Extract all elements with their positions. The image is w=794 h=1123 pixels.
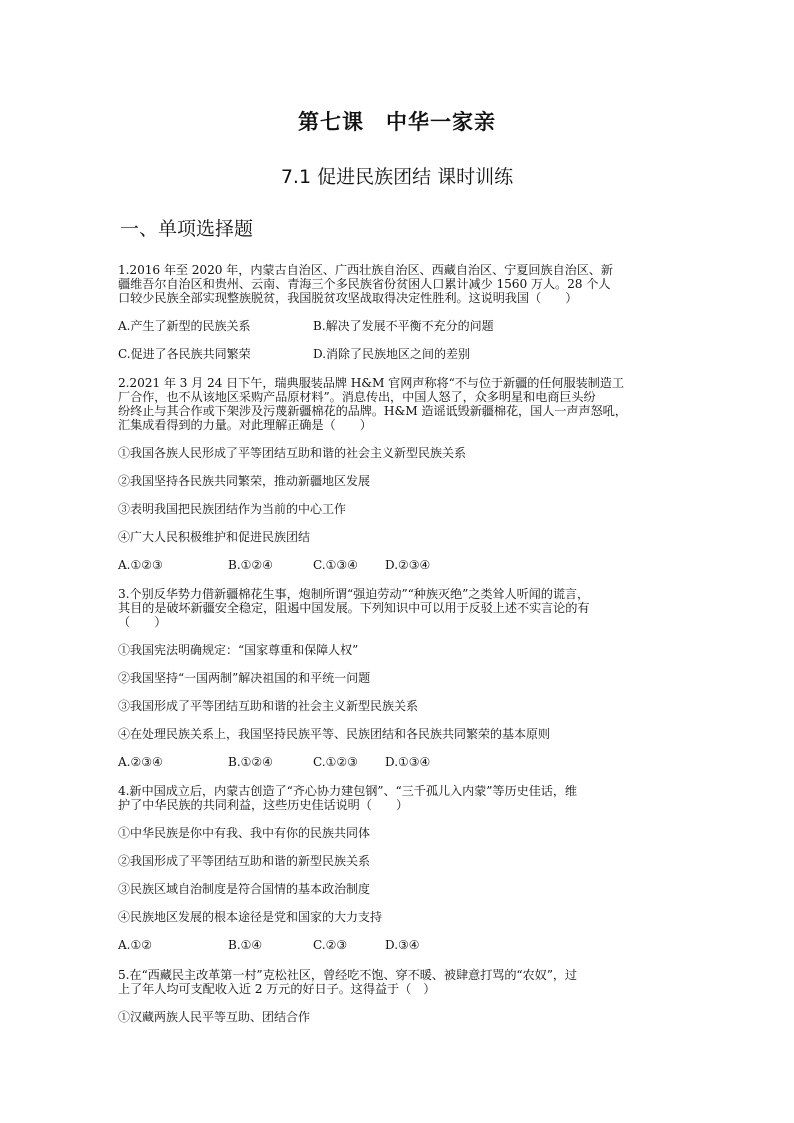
- question-stem-line: 上了年人均可支配收入近 2 万元的好日子。这得益于（ ）: [118, 982, 436, 996]
- question-stem-line: 5.在“西藏民主改革第一村”克松社区，曾经吃不饱、穿不暖、被肆意打骂的“农奴”，过: [118, 968, 578, 982]
- question-stem-line: 纷终止与其合作或下架涉及污蔑新疆棉花的品牌。H&M 造谣诋毁新疆棉花，国人一声声怒吼，: [118, 404, 627, 418]
- choice-a: A.②③④: [118, 755, 163, 769]
- question-stem-line: 口较少民族全部实现整族脱贫，我国脱贫攻坚战取得决定性胜利。这说明我国（ ）: [118, 291, 578, 305]
- choice-b: B.①②④: [228, 755, 273, 769]
- question-stem-line: 2.2021 年 3 月 24 日下午，瑞典服装品牌 H&M 官网声称将“不与位于新疆的任何服装制造工: [118, 376, 624, 390]
- statement-item: ①汉藏两族人民平等互助、团结合作: [118, 1010, 311, 1024]
- choice-d: D.③④: [385, 938, 420, 952]
- statement-item: ④广大人民积极维护和促进民族团结: [118, 530, 311, 544]
- statement-item: ①中华民族是你中有我、我中有你的民族共同体: [118, 826, 371, 840]
- choice-a: A.①②: [118, 938, 152, 952]
- lesson-title: 第七课 中华一家亲: [298, 110, 496, 134]
- question-stem-line: （ ）: [118, 615, 167, 629]
- statement-item: ②我国坚持各民族共同繁荣，推动新疆地区发展: [118, 474, 371, 488]
- choice-d: D.②③④: [385, 558, 431, 572]
- statement-item: ①我国各族人民形成了平等团结互助和谐的社会主义新型民族关系: [118, 446, 467, 460]
- question-stem-line: 厂合作，也不从该地区采购产品原材料”。消息传出，中国人怒了，众多明星和电商巨头纷: [118, 390, 596, 404]
- statement-item: ③我国形成了平等团结互助和谐的社会主义新型民族关系: [118, 699, 419, 713]
- question-stem-line: 护了中华民族的共同利益，这些历史佳话说明（ ）: [118, 798, 409, 812]
- statement-item: ①我国宪法明确规定：“国家尊重和保障人权”: [118, 643, 359, 657]
- choice-d: D.消除了民族地区之间的差别: [313, 347, 471, 361]
- choice-b: B.①④: [228, 938, 263, 952]
- statement-item: ③民族区域自治制度是符合国情的基本政治制度: [118, 882, 371, 896]
- question-stem-line: 4.新中国成立后，内蒙古创造了“齐心协力建包钢”、“三千孤儿入内蒙”等历史佳话，维: [118, 784, 578, 798]
- choice-b: B.解决了发展不平衡不充分的问题: [313, 319, 494, 333]
- choice-c: C.①③④: [313, 558, 358, 572]
- question-stem-line: 汇集成看得到的力量。对此理解正确是（ ）: [118, 418, 372, 432]
- choice-c: C.促进了各民族共同繁荣: [118, 347, 251, 361]
- question-stem-line: 1.2016 年至 2020 年，内蒙古自治区、广西壮族自治区、西藏自治区、宁夏回族自治区、新: [118, 263, 613, 277]
- statement-item: ③表明我国把民族团结作为当前的中心工作: [118, 502, 347, 516]
- statement-item: ④民族地区发展的根本途径是党和国家的大力支持: [118, 910, 383, 924]
- choice-b: B.①②④: [228, 558, 273, 572]
- statement-item: ②我国坚持“一国两制”解决祖国的和平统一问题: [118, 671, 371, 685]
- section-heading: 一、单项选择题: [120, 218, 254, 240]
- question-stem-line: 其目的是破坏新疆安全稳定，阻遏中国发展。下列知识中可以用于反驳上述不实言论的有: [118, 601, 590, 615]
- choice-c: C.②③: [313, 938, 348, 952]
- statement-item: ④在处理民族关系上，我国坚持民族平等、民族团结和各民族共同繁荣的基本原则: [118, 727, 551, 741]
- choice-a: A.①②③: [118, 558, 163, 572]
- choice-a: A.产生了新型的民族关系: [118, 319, 251, 333]
- lesson-subtitle: 7.1 促进民族团结 课时训练: [280, 166, 514, 188]
- choice-d: D.①③④: [385, 755, 431, 769]
- statement-item: ②我国形成了平等团结互助和谐的新型民族关系: [118, 854, 371, 868]
- choice-c: C.①②③: [313, 755, 358, 769]
- question-stem-line: 疆维吾尔自治区和贵州、云南、青海三个多民族省份贫困人口累计减少 1560 万人。28 个人: [118, 277, 611, 291]
- question-stem-line: 3.个别反华势力借新疆棉花生事，炮制所谓“强迫劳动”“种族灭绝”之类耸人听闻的谎言，: [118, 587, 590, 601]
